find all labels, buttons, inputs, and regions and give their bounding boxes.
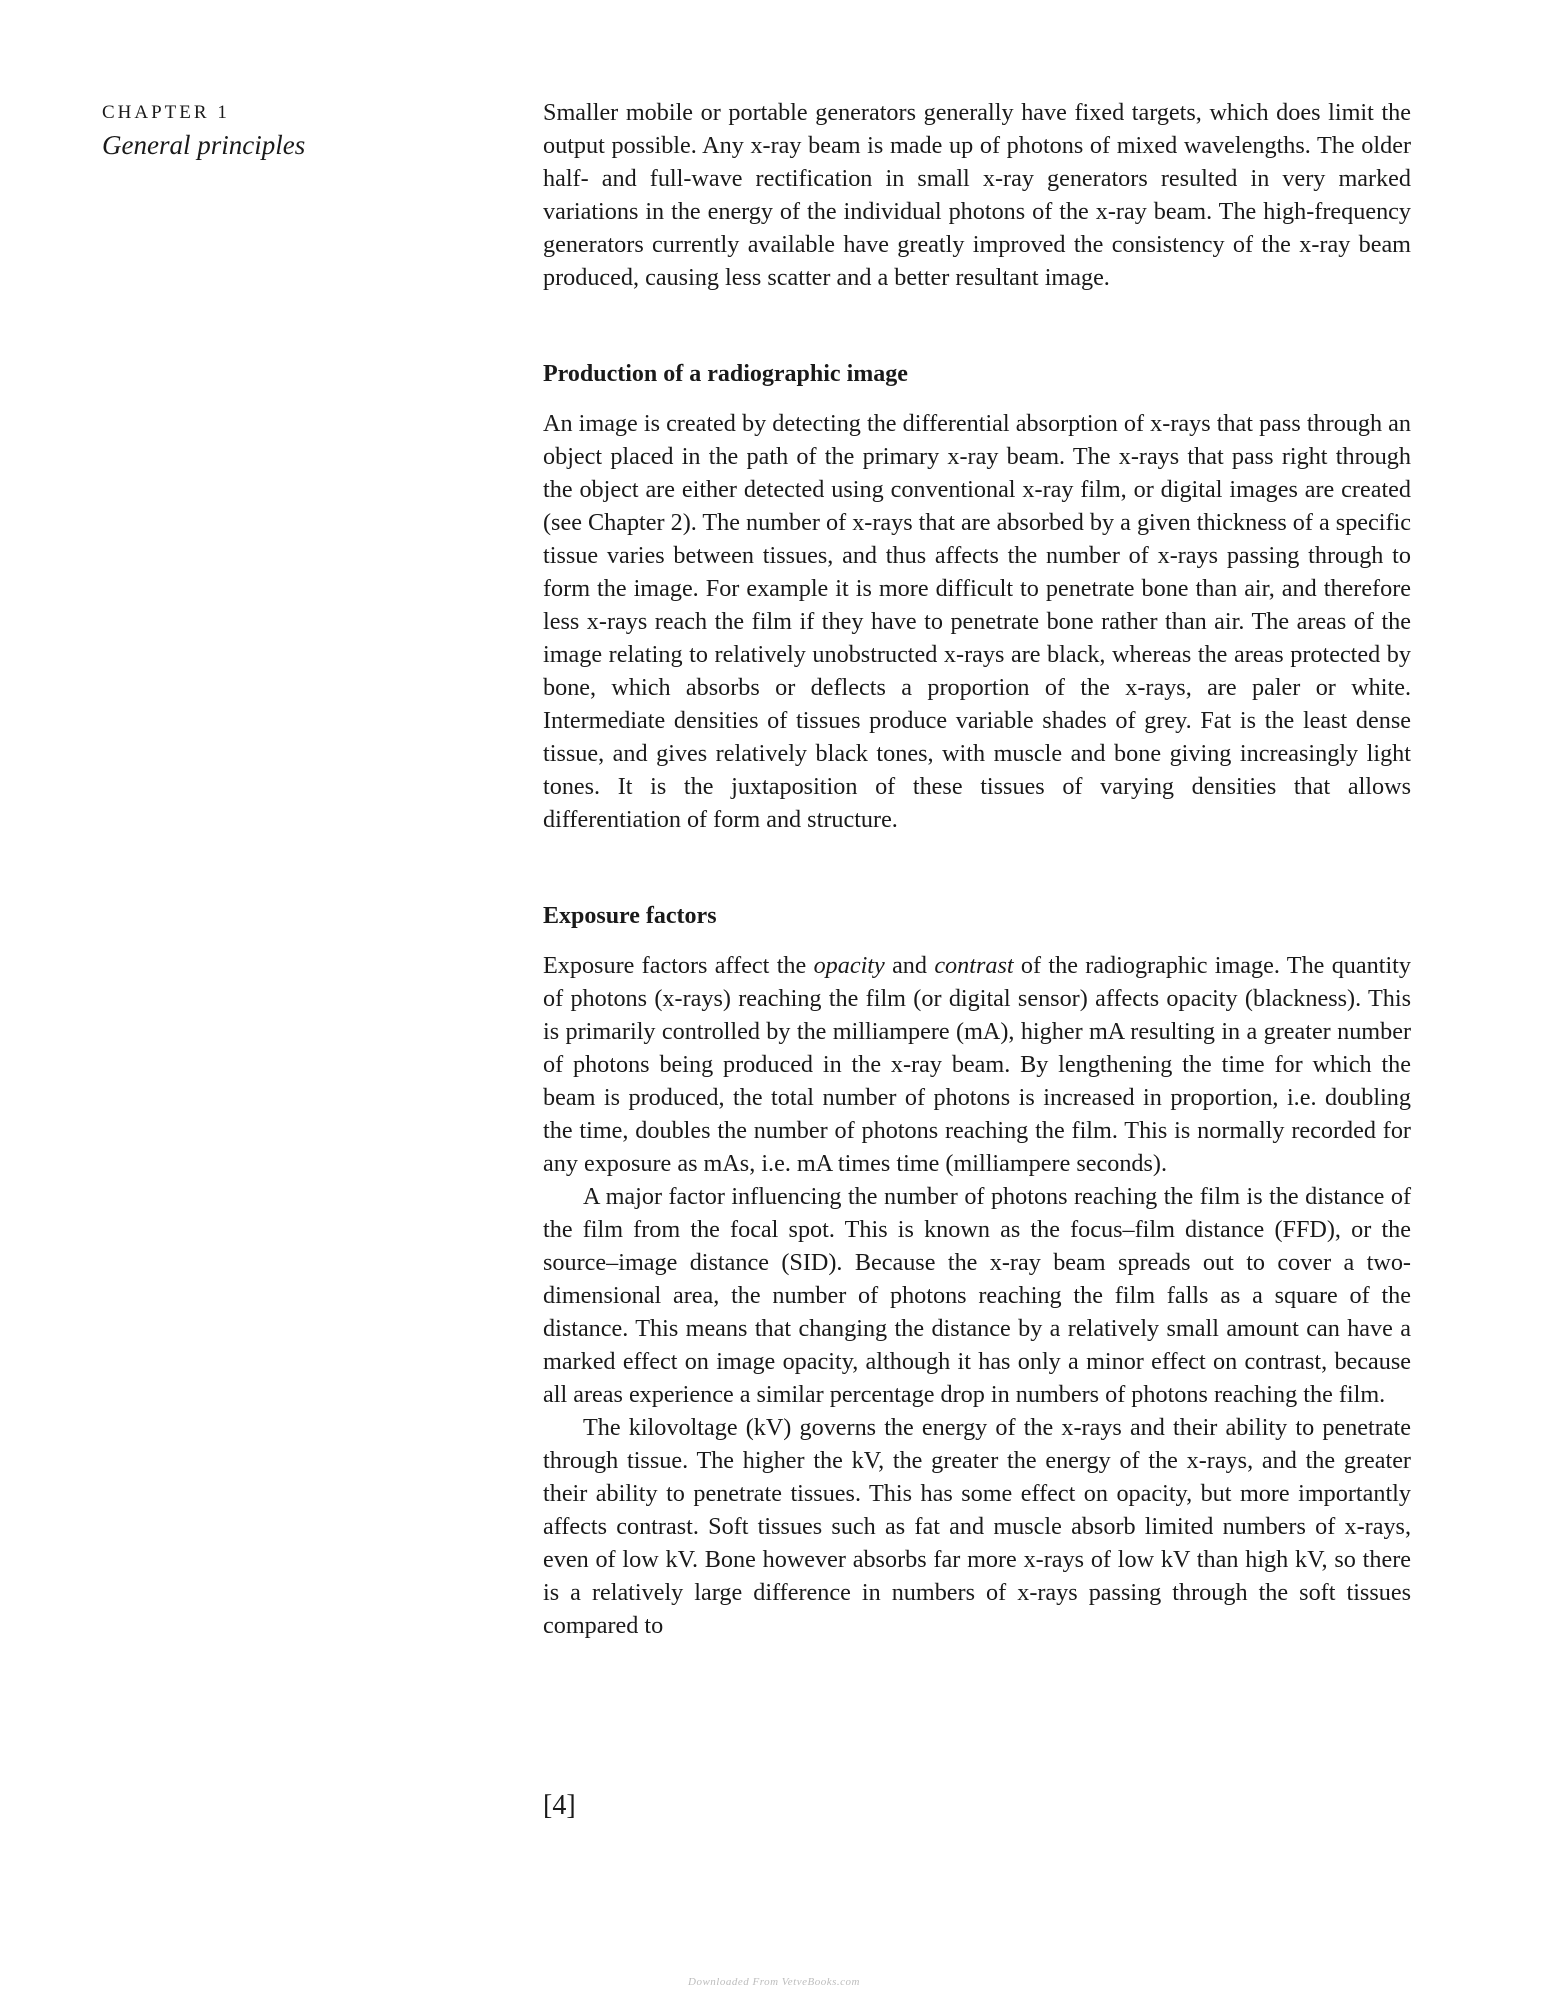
main-text-column	[543, 96, 1411, 1642]
download-watermark: Downloaded From VetveBooks.com	[688, 1976, 860, 1988]
exposure-paragraph-1	[543, 949, 1411, 1180]
exposure-p1-text-b: and	[884, 952, 935, 979]
chapter-title: General principles	[102, 130, 306, 160]
exposure-p1-text-a: Exposure factors affect the	[543, 952, 814, 979]
exposure-paragraph-3: The kilovoltage (kV) governs the energy of the x-rays and their ability to penetrate through tissue. The higher the kV, the greater the energy of the x-rays, and the greater their ability to penetrate tissues. This has some effect on opacity, but more importantly affects contrast. Soft tissues such as fat and muscle absorb limited numbers of x-rays, even of low kV. Bone however absorbs far more x-rays of low kV than high kV, so there is a relatively large difference in numbers of x-rays passing through the soft tissues compared to	[543, 1414, 1411, 1639]
production-paragraph: An image is created by detecting the differential absorption of x-rays that pass through an object placed in the path of the primary x-ray beam. The x-rays that pass right through the object are either detected using conventional x-ray film, or digital images are created (see Chapter 2). The number of x-rays that are absorbed by a given thickness of a specific tissue varies between tissues, and thus affects the number of x-rays passing through to form the image. For example it is more difficult to penetrate bone than air, and therefore less x-rays reach the film if they have to penetrate bone rather than air. The areas of the image relating to relatively unobstructed x-rays are black, whereas the areas protected by bone, which absorbs or deflects a proportion of the x-rays, are paler or white. Intermediate densities of tissues produce variable shades of grey. Fat is the least dense tissue, and gives relatively black tones, with muscle and bone giving increasingly light tones. It is the juxtaposition of these tissues of varying densities that allows differentiation of form and structure.	[543, 410, 1411, 833]
emphasis-contrast: contrast	[934, 952, 1014, 979]
section-heading-production: Production of a radiographic image	[543, 361, 908, 387]
intro-paragraph: Smaller mobile or portable generators generally have fixed targets, which does limit the output possible. Any x-ray beam is made up of photons of mixed wavelengths. The older half- and full-wave rectification in small x-ray generators resulted in very marked variations in the energy of the individual photons of the x-ray beam. The high-frequency generators currently available have greatly improved the consistency of the x-ray beam produced, causing less scatter and a better resultant image.	[543, 99, 1411, 291]
chapter-number: CHAPTER 1	[102, 102, 230, 123]
page-number: [4]	[543, 1790, 576, 1821]
emphasis-opacity: opacity	[813, 952, 885, 979]
section-heading-exposure: Exposure factors	[543, 903, 717, 929]
chapter-label	[102, 98, 402, 162]
exposure-p1-text-c: of the radiographic image. The quantity of photons (x-rays) reaching the film (or digital sensor) affects opacity (blackness). This is primarily controlled by the milliampere (mA), higher mA resulting in a greater number of photons being produced in the x-ray beam. By lengthening the time for which the beam is produced, the total number of photons is increased in proportion, i.e. doubling the time, doubles the number of photons reaching the film. This is normally recorded for any exposure as mAs, i.e. mA times time (milliampere seconds).	[543, 952, 1411, 1177]
exposure-paragraph-2: A major factor influencing the number of photons reaching the film is the distance of the film from the focal spot. This is known as the focus–film distance (FFD), or the source–image distance (SID). Because the x-ray beam spreads out to cover a two-dimensional area, the number of photons reaching the film falls as a square of the distance. This means that changing the distance by a relatively small amount can have a marked effect on image opacity, although it has only a minor effect on contrast, because all areas experience a similar percentage drop in numbers of photons reaching the film.	[543, 1183, 1411, 1408]
